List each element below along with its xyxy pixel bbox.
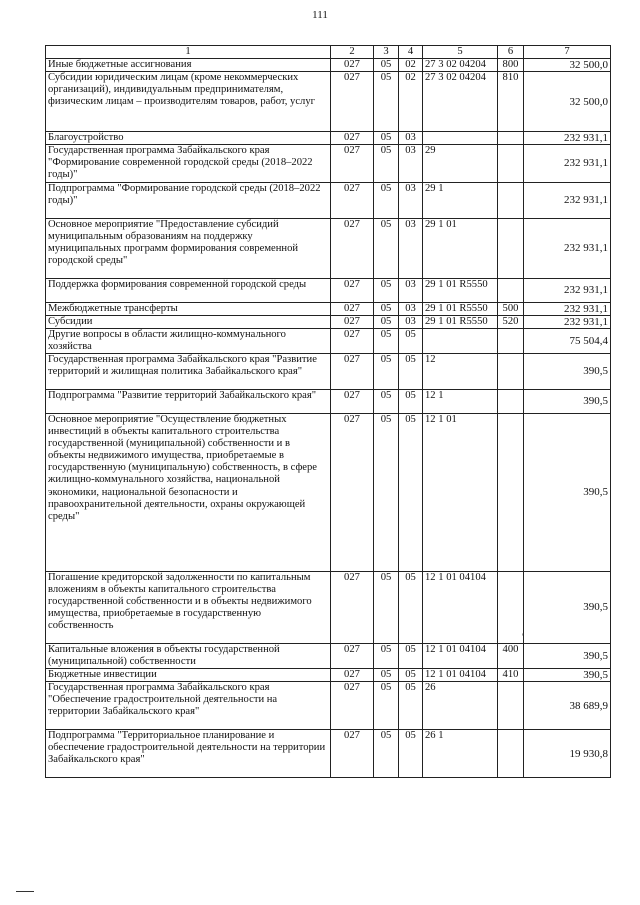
target-code-cell: 12 1 01: [423, 413, 498, 571]
target-code-cell: 12 1 01 04104: [423, 643, 498, 668]
expense-type-cell: [498, 132, 524, 145]
expense-type-cell: [498, 413, 524, 571]
section-code-cell: 05: [374, 145, 399, 182]
ministry-code-cell: 027: [331, 302, 374, 315]
subsection-code-cell: 03: [399, 182, 423, 218]
ministry-code-cell: 027: [331, 353, 374, 389]
amount-cell: 390,5: [524, 643, 611, 668]
section-code-cell: 05: [374, 643, 399, 668]
ministry-code-cell: 027: [331, 145, 374, 182]
section-code-cell: 05: [374, 730, 399, 778]
expense-type-cell: [498, 730, 524, 778]
subsection-code-cell: 03: [399, 218, 423, 278]
table-row: [46, 302, 611, 315]
section-code-cell: 05: [374, 72, 399, 132]
subsection-code-cell: 03: [399, 145, 423, 182]
section-code-cell: 05: [374, 682, 399, 730]
subsection-code-cell: 05: [399, 682, 423, 730]
item-name-cell: Другие вопросы в области жилищно-коммунального хозяйства: [46, 328, 331, 353]
subsection-code-cell: 03: [399, 278, 423, 302]
target-code-cell: 12 1 01 04104: [423, 571, 498, 643]
target-code-cell: 26: [423, 682, 498, 730]
target-code-cell: 26 1: [423, 730, 498, 778]
section-code-cell: 05: [374, 571, 399, 643]
amount-cell: 390,5: [524, 413, 611, 571]
item-name-cell: Государственная программа Забайкальского края "Развитие территорий и жилищная политика Забайкальского края": [46, 353, 331, 389]
ministry-code-cell: 027: [331, 643, 374, 668]
amount-cell: 32 500,0: [524, 59, 611, 72]
subsection-code-cell: 05: [399, 353, 423, 389]
ministry-code-cell: 027: [331, 182, 374, 218]
section-code-cell: 05: [374, 389, 399, 413]
item-name-cell: Подпрограмма "Территориальное планирование и обеспечение градостроительной деятельности на территории Забайкальского края": [46, 730, 331, 778]
expense-type-cell: [498, 389, 524, 413]
item-name-cell: Капитальные вложения в объекты государственной (муниципальной) собственности: [46, 643, 331, 668]
ministry-code-cell: 027: [331, 59, 374, 72]
target-code-cell: [423, 328, 498, 353]
ministry-code-cell: 027: [331, 571, 374, 643]
item-name-cell: Погашение кредиторской задолженности по капитальным вложениям в объекты капитального строительства государственной собственности и в объекты недвижимого имущества, приобретаемые в государственную собственность: [46, 571, 331, 643]
item-name-cell: Субсидии: [46, 315, 331, 328]
ministry-code-cell: 027: [331, 278, 374, 302]
expense-type-cell: [498, 182, 524, 218]
subsection-code-cell: 05: [399, 328, 423, 353]
header-cell-5: 5: [423, 46, 498, 59]
item-name-cell: Основное мероприятие "Осуществление бюджетных инвестиций в объекты капитального строительства государственной (муниципальной) собственности и в объекты недвижимого имущества, приобретаемые в государственную (муниципальную) собственность, в сфере жилищно-коммунального хозяйства, национальной экономики, национальной безопасности и правоохранительной деятельности, охраны окружающей среды": [46, 413, 331, 571]
budget-table: [45, 45, 611, 778]
target-code-cell: 29: [423, 145, 498, 182]
table-row: [46, 389, 611, 413]
ministry-code-cell: 027: [331, 315, 374, 328]
amount-cell: 38 689,9: [524, 682, 611, 730]
ministry-code-cell: 027: [331, 218, 374, 278]
expense-type-cell: 500: [498, 302, 524, 315]
subsection-code-cell: 05: [399, 643, 423, 668]
target-code-cell: 29 1: [423, 182, 498, 218]
header-cell-6: 6: [498, 46, 524, 59]
expense-type-cell: 810: [498, 72, 524, 132]
item-name-cell: Подпрограмма "Формирование городской среды (2018–2022 годы)": [46, 182, 331, 218]
target-code-cell: 27 3 02 04204: [423, 59, 498, 72]
table-row: [46, 72, 611, 132]
ministry-code-cell: 027: [331, 328, 374, 353]
ministry-code-cell: 027: [331, 132, 374, 145]
table-row: [46, 328, 611, 353]
budget-table-body: [46, 46, 611, 778]
header-cell-2: 2: [331, 46, 374, 59]
amount-cell: 390,5: [524, 389, 611, 413]
header-cell-1: 1: [46, 46, 331, 59]
expense-type-cell: [498, 328, 524, 353]
amount-cell: 232 931,1: [524, 182, 611, 218]
item-name-cell: Подпрограмма "Развитие территорий Забайкальского края": [46, 389, 331, 413]
target-code-cell: [423, 132, 498, 145]
header-cell-4: 4: [399, 46, 423, 59]
ministry-code-cell: 027: [331, 389, 374, 413]
header-row: [46, 46, 611, 59]
ministry-code-cell: 027: [331, 669, 374, 682]
item-name-cell: Основное мероприятие "Предоставление субсидий муниципальным образованиям на поддержку муниципальных программ формирования современной городской среды": [46, 218, 331, 278]
expense-type-cell: [498, 353, 524, 389]
amount-cell: 232 931,1: [524, 278, 611, 302]
table-row: [46, 315, 611, 328]
target-code-cell: 29 1 01 R5550: [423, 278, 498, 302]
table-row: [46, 730, 611, 778]
expense-type-cell: [498, 145, 524, 182]
expense-type-cell: 410: [498, 669, 524, 682]
table-row: [46, 278, 611, 302]
target-code-cell: 12 1 01 04104: [423, 669, 498, 682]
expense-type-cell: [498, 278, 524, 302]
target-code-cell: 12: [423, 353, 498, 389]
subsection-code-cell: 05: [399, 413, 423, 571]
table-row: [46, 182, 611, 218]
table-row: [46, 353, 611, 389]
table-row: [46, 669, 611, 682]
table-row: [46, 218, 611, 278]
expense-type-cell: [498, 571, 524, 643]
stray-mark: ': [522, 632, 524, 642]
section-code-cell: 05: [374, 59, 399, 72]
expense-type-cell: 800: [498, 59, 524, 72]
section-code-cell: 05: [374, 132, 399, 145]
subsection-code-cell: 02: [399, 72, 423, 132]
target-code-cell: 29 1 01 R5550: [423, 302, 498, 315]
subsection-code-cell: 03: [399, 302, 423, 315]
subsection-code-cell: 05: [399, 389, 423, 413]
table-row: [46, 145, 611, 182]
subsection-code-cell: 05: [399, 669, 423, 682]
header-cell-7: 7: [524, 46, 611, 59]
ministry-code-cell: 027: [331, 72, 374, 132]
amount-cell: 232 931,1: [524, 218, 611, 278]
ministry-code-cell: 027: [331, 413, 374, 571]
subsection-code-cell: 05: [399, 730, 423, 778]
subsection-code-cell: 03: [399, 315, 423, 328]
section-code-cell: 05: [374, 182, 399, 218]
amount-cell: 390,5: [524, 353, 611, 389]
table-row: [46, 643, 611, 668]
amount-cell: 390,5: [524, 669, 611, 682]
amount-cell: 390,5: [524, 571, 611, 643]
amount-cell: 232 931,1: [524, 315, 611, 328]
subsection-code-cell: 03: [399, 132, 423, 145]
table-row: [46, 571, 611, 643]
footer-line: [16, 891, 34, 892]
section-code-cell: 05: [374, 278, 399, 302]
expense-type-cell: [498, 682, 524, 730]
item-name-cell: Межбюджетные трансферты: [46, 302, 331, 315]
amount-cell: 32 500,0: [524, 72, 611, 132]
amount-cell: 232 931,1: [524, 145, 611, 182]
subsection-code-cell: 02: [399, 59, 423, 72]
amount-cell: 232 931,1: [524, 302, 611, 315]
item-name-cell: Бюджетные инвестиции: [46, 669, 331, 682]
header-cell-3: 3: [374, 46, 399, 59]
section-code-cell: 05: [374, 328, 399, 353]
amount-cell: 19 930,8: [524, 730, 611, 778]
amount-cell: 232 931,1: [524, 132, 611, 145]
section-code-cell: 05: [374, 218, 399, 278]
table-row: [46, 413, 611, 571]
target-code-cell: 29 1 01: [423, 218, 498, 278]
table-row: [46, 59, 611, 72]
subsection-code-cell: 05: [399, 571, 423, 643]
ministry-code-cell: 027: [331, 682, 374, 730]
table-row: [46, 132, 611, 145]
target-code-cell: 29 1 01 R5550: [423, 315, 498, 328]
section-code-cell: 05: [374, 302, 399, 315]
ministry-code-cell: 027: [331, 730, 374, 778]
expense-type-cell: [498, 218, 524, 278]
item-name-cell: Государственная программа Забайкальского края "Формирование современной городской среды (2018–2022 годы)": [46, 145, 331, 182]
expense-type-cell: 400: [498, 643, 524, 668]
target-code-cell: 12 1: [423, 389, 498, 413]
item-name-cell: Субсидии юридическим лицам (кроме некоммерческих организаций), индивидуальным предпринимателям, физическим лицам – производителям товаров, работ, услуг: [46, 72, 331, 132]
amount-cell: 75 504,4: [524, 328, 611, 353]
section-code-cell: 05: [374, 353, 399, 389]
page-number: 111: [312, 9, 328, 21]
item-name-cell: Поддержка формирования современной городской среды: [46, 278, 331, 302]
expense-type-cell: 520: [498, 315, 524, 328]
section-code-cell: 05: [374, 669, 399, 682]
target-code-cell: 27 3 02 04204: [423, 72, 498, 132]
item-name-cell: Государственная программа Забайкальского края "Обеспечение градостроительной деятельности на территории Забайкальского края": [46, 682, 331, 730]
section-code-cell: 05: [374, 315, 399, 328]
item-name-cell: Благоустройство: [46, 132, 331, 145]
section-code-cell: 05: [374, 413, 399, 571]
table-row: [46, 682, 611, 730]
item-name-cell: Иные бюджетные ассигнования: [46, 59, 331, 72]
